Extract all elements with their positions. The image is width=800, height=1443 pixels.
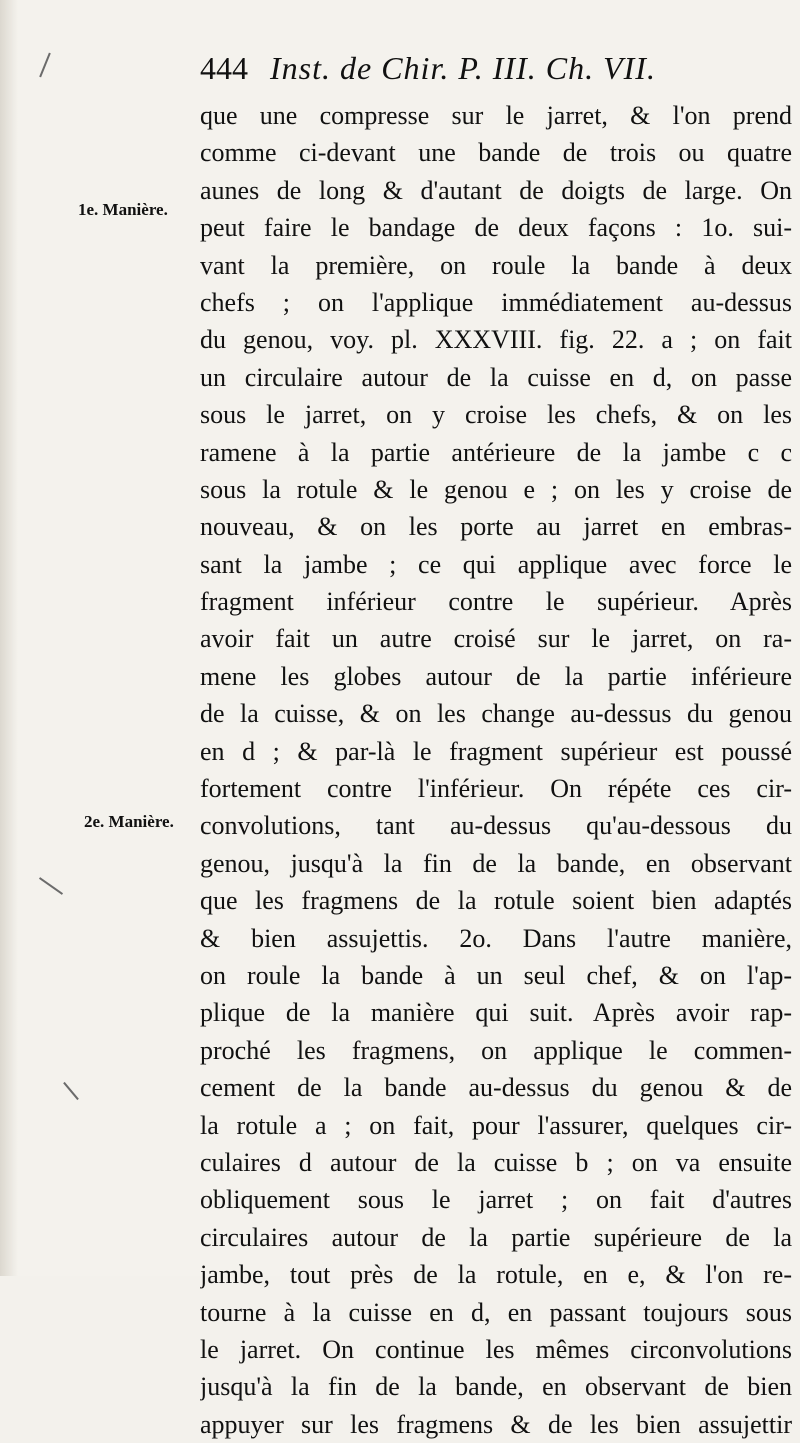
text-line: aunes de long & d'autant de doigts de large. On — [200, 175, 792, 205]
text-line: le jarret. On continue les mêmes circonvolutions — [200, 1334, 792, 1364]
text-line: nouveau, & on les porte au jarret en embras- — [200, 512, 792, 542]
margin-stroke-mark — [39, 877, 63, 895]
text-line: fortement contre l'inférieur. On répéte ces cir- — [200, 774, 792, 804]
text-line: ramene à la partie antérieure de la jambe c c — [200, 437, 792, 467]
text-line: la rotule a ; on fait, pour l'assurer, quelques cir- — [200, 1110, 792, 1140]
text-line: en d ; & par-là le fragment supérieur est poussé — [200, 736, 792, 766]
margin-stroke-mark — [63, 1082, 79, 1100]
text-line: du genou, voy. pl. XXXVIII. fig. 22. a ; on fait — [200, 325, 792, 355]
page-header — [200, 50, 780, 94]
text-line: fragment inférieur contre le supérieur. Après — [200, 587, 792, 617]
text-line: que les fragmens de la rotule soient bien adaptés — [200, 886, 792, 916]
text-line: plique de la manière qui suit. Après avoir rap- — [200, 998, 792, 1028]
margin-stroke-mark — [39, 53, 51, 78]
text-line: jambe, tout près de la rotule, en e, & l'on re- — [200, 1260, 792, 1290]
text-line: on roule la bande à un seul chef, & on l'ap- — [200, 960, 792, 990]
text-line: proché les fragmens, on applique le commen- — [200, 1035, 792, 1065]
text-line: cement de la bande au-dessus du genou & de — [200, 1073, 792, 1103]
text-line: & bien assujettis. 2o. Dans l'autre manière, — [200, 923, 792, 953]
page-number: 444 — [200, 50, 248, 86]
text-line: chefs ; on l'applique immédiatement au-dessus — [200, 287, 792, 317]
text-line: peut faire le bandage de deux façons : 1o. sui- — [200, 213, 792, 243]
text-line: comme ci-devant une bande de trois ou quatre — [200, 138, 792, 168]
page-gutter-shadow — [0, 0, 18, 1276]
text-line: sant la jambe ; ce qui applique avec force le — [200, 549, 792, 579]
text-line: circulaires autour de la partie supérieure de la — [200, 1222, 792, 1252]
text-line: sous la rotule & le genou e ; on les y croise de — [200, 474, 792, 504]
margin-note-second-method: 2e. Manière. — [84, 812, 174, 831]
body-text — [200, 97, 792, 1443]
text-line: tourne à la cuisse en d, en passant toujours sous — [200, 1297, 792, 1327]
text-line: que une compresse sur le jarret, & l'on prend — [200, 101, 792, 130]
text-line: un circulaire autour de la cuisse en d, on passe — [200, 362, 792, 392]
text-line: vant la première, on roule la bande à deux — [200, 250, 792, 280]
text-line: avoir fait un autre croisé sur le jarret, on ra- — [200, 624, 792, 654]
text-line: convolutions, tant au-dessus qu'au-dessous du — [200, 811, 792, 841]
text-line: de la cuisse, & on les change au-dessus du genou — [200, 699, 792, 729]
text-line: sous le jarret, on y croise les chefs, & on les — [200, 400, 792, 430]
text-line: culaires d autour de la cuisse b ; on va ensuite — [200, 1147, 792, 1177]
text-line: appuyer sur les fragmens & de les bien assujettir — [200, 1409, 792, 1439]
text-line: mene les globes autour de la partie inférieure — [200, 661, 792, 691]
running-title: Inst. de Chir. P. III. Ch. VII. — [270, 50, 656, 86]
text-line: jusqu'à la fin de la bande, en observant de bien — [200, 1372, 792, 1402]
text-line: obliquement sous le jarret ; on fait d'autres — [200, 1185, 792, 1215]
margin-note-first-method: 1e. Manière. — [78, 200, 168, 219]
text-line: genou, jusqu'à la fin de la bande, en observant — [200, 848, 792, 878]
